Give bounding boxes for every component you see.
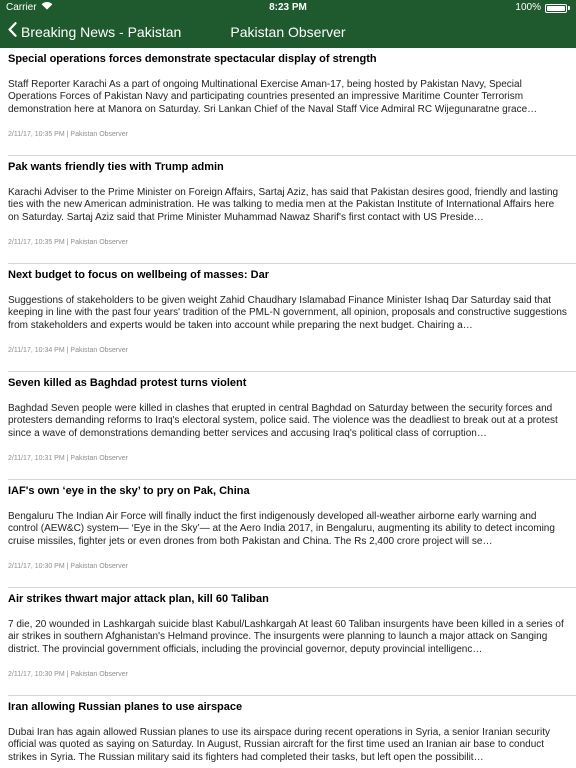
header <box>0 0 576 48</box>
status-time: 8:23 PM <box>269 2 307 13</box>
status-bar <box>0 0 576 16</box>
news-item[interactable] <box>8 588 576 696</box>
news-summary: Suggestions of stakeholders to be given weight Zahid Chaudhary Islamabad Finance Minister Ishaq Dar Saturday said that keeping in line with the past four years' tradition of the PML-N government, all opinion, proposals and constructive suggestions from stakeholders and experts would be taken into account while preparing the next budget. Chairing a… <box>8 295 567 331</box>
news-summary: Baghdad Seven people were killed in clashes that erupted in central Baghdad on Saturday between the security forces and protesters demanding reforms to Iraq's electoral system, police said. The violence was the deadliest to break out at a protest since a wave of demonstrations demanding better services and accusing Iraq's political class of corruption… <box>8 403 558 439</box>
news-item[interactable] <box>8 696 576 768</box>
news-item[interactable] <box>8 48 576 156</box>
news-item[interactable] <box>8 264 576 372</box>
battery-percent: 100% <box>515 2 541 13</box>
back-button[interactable] <box>8 21 181 43</box>
news-headline: Air strikes thwart major attack plan, kill 60 Taliban <box>8 593 269 605</box>
news-meta: 2/11/17, 10:30 PM | Pakistan Observer <box>8 671 128 678</box>
chevron-left-icon <box>8 21 17 43</box>
news-item[interactable] <box>8 480 576 588</box>
navigation-bar <box>0 16 576 48</box>
carrier-label: Carrier <box>6 2 37 13</box>
news-headline: Pak wants friendly ties with Trump admin <box>8 161 224 173</box>
battery-fill <box>547 6 565 11</box>
news-summary: Karachi Adviser to the Prime Minister on Foreign Affairs, Sartaj Aziz, has said that Pakistan desires good, friendly and lasting ties with the new American administration. He was talking to media men at the Pakistan Institute of International Affairs here on Saturday. Sartaj Aziz said that Prime Minister Muhammad Nawaz Sharif's first contact with US Preside… <box>8 187 559 223</box>
news-headline: Iran allowing Russian planes to use airspace <box>8 701 243 713</box>
back-button-label: Breaking News - Pakistan <box>21 24 182 40</box>
news-meta: 2/11/17, 10:31 PM | Pakistan Observer <box>8 455 128 462</box>
news-item[interactable] <box>8 156 576 264</box>
news-meta: 2/11/17, 10:35 PM | Pakistan Observer <box>8 239 128 246</box>
news-meta: 2/11/17, 10:30 PM | Pakistan Observer <box>8 563 128 570</box>
news-feed <box>0 48 576 768</box>
page-title: Pakistan Observer <box>230 24 346 40</box>
news-summary: 7 die, 20 wounded in Lashkargah suicide blast Kabul/Lashkargah At least 60 Taliban insurgents have been killed in a series of air strikes in southern Afghanistan's Helmand province. The insurgents were planning to launch a major attack on Sanging district. The provincial government officials, including the provincial governor, deputy provincial intelligenc… <box>8 619 564 655</box>
news-headline: Seven killed as Baghdad protest turns violent <box>8 377 247 389</box>
news-headline: Next budget to focus on wellbeing of masses: Dar <box>8 269 269 281</box>
news-headline: Special operations forces demonstrate spectacular display of strength <box>8 53 377 65</box>
news-headline: IAF's own ‘eye in the sky’ to pry on Pak, China <box>8 485 250 497</box>
news-meta: 2/11/17, 10:35 PM | Pakistan Observer <box>8 131 128 138</box>
news-summary: Staff Reporter Karachi As a part of ongoing Multinational Exercise Aman-17, being hosted by Pakistan Navy, Special Operations Forces of Pakistan Navy and participating countries presented an impressive Maritime Counter Terrorism demonstration here at Manora on Saturday. Sri Lankan Chief of the Naval Staff Vice Admiral RC Wijegunaratne grace… <box>8 79 538 115</box>
status-right <box>515 0 570 16</box>
battery-tip <box>568 6 570 10</box>
news-item[interactable] <box>8 372 576 480</box>
news-summary: Dubai Iran has again allowed Russian planes to use its airspace during recent operations in Syria, a senior Iranian security official was quoted as saying on Saturday. In August, Russian aircraft for the first time used an Iranian air base to conduct strikes in Syria. The Russian military said its fighters had completed their tasks, but left open the possibilit… <box>8 727 550 763</box>
battery-icon <box>545 4 567 13</box>
news-meta: 2/11/17, 10:34 PM | Pakistan Observer <box>8 347 128 354</box>
news-summary: Bengaluru The Indian Air Force will finally induct the first indigenously developed all-weather airborne early warning and control (AEW&C) system— ‘Eye in the Sky’— at the Aero India 2017, in Bengaluru, augmenting its ability to detect incoming cruise missiles, fighter jets or even drones from both Pakistan and China. The Rs 2,400 crore project will se… <box>8 511 555 547</box>
